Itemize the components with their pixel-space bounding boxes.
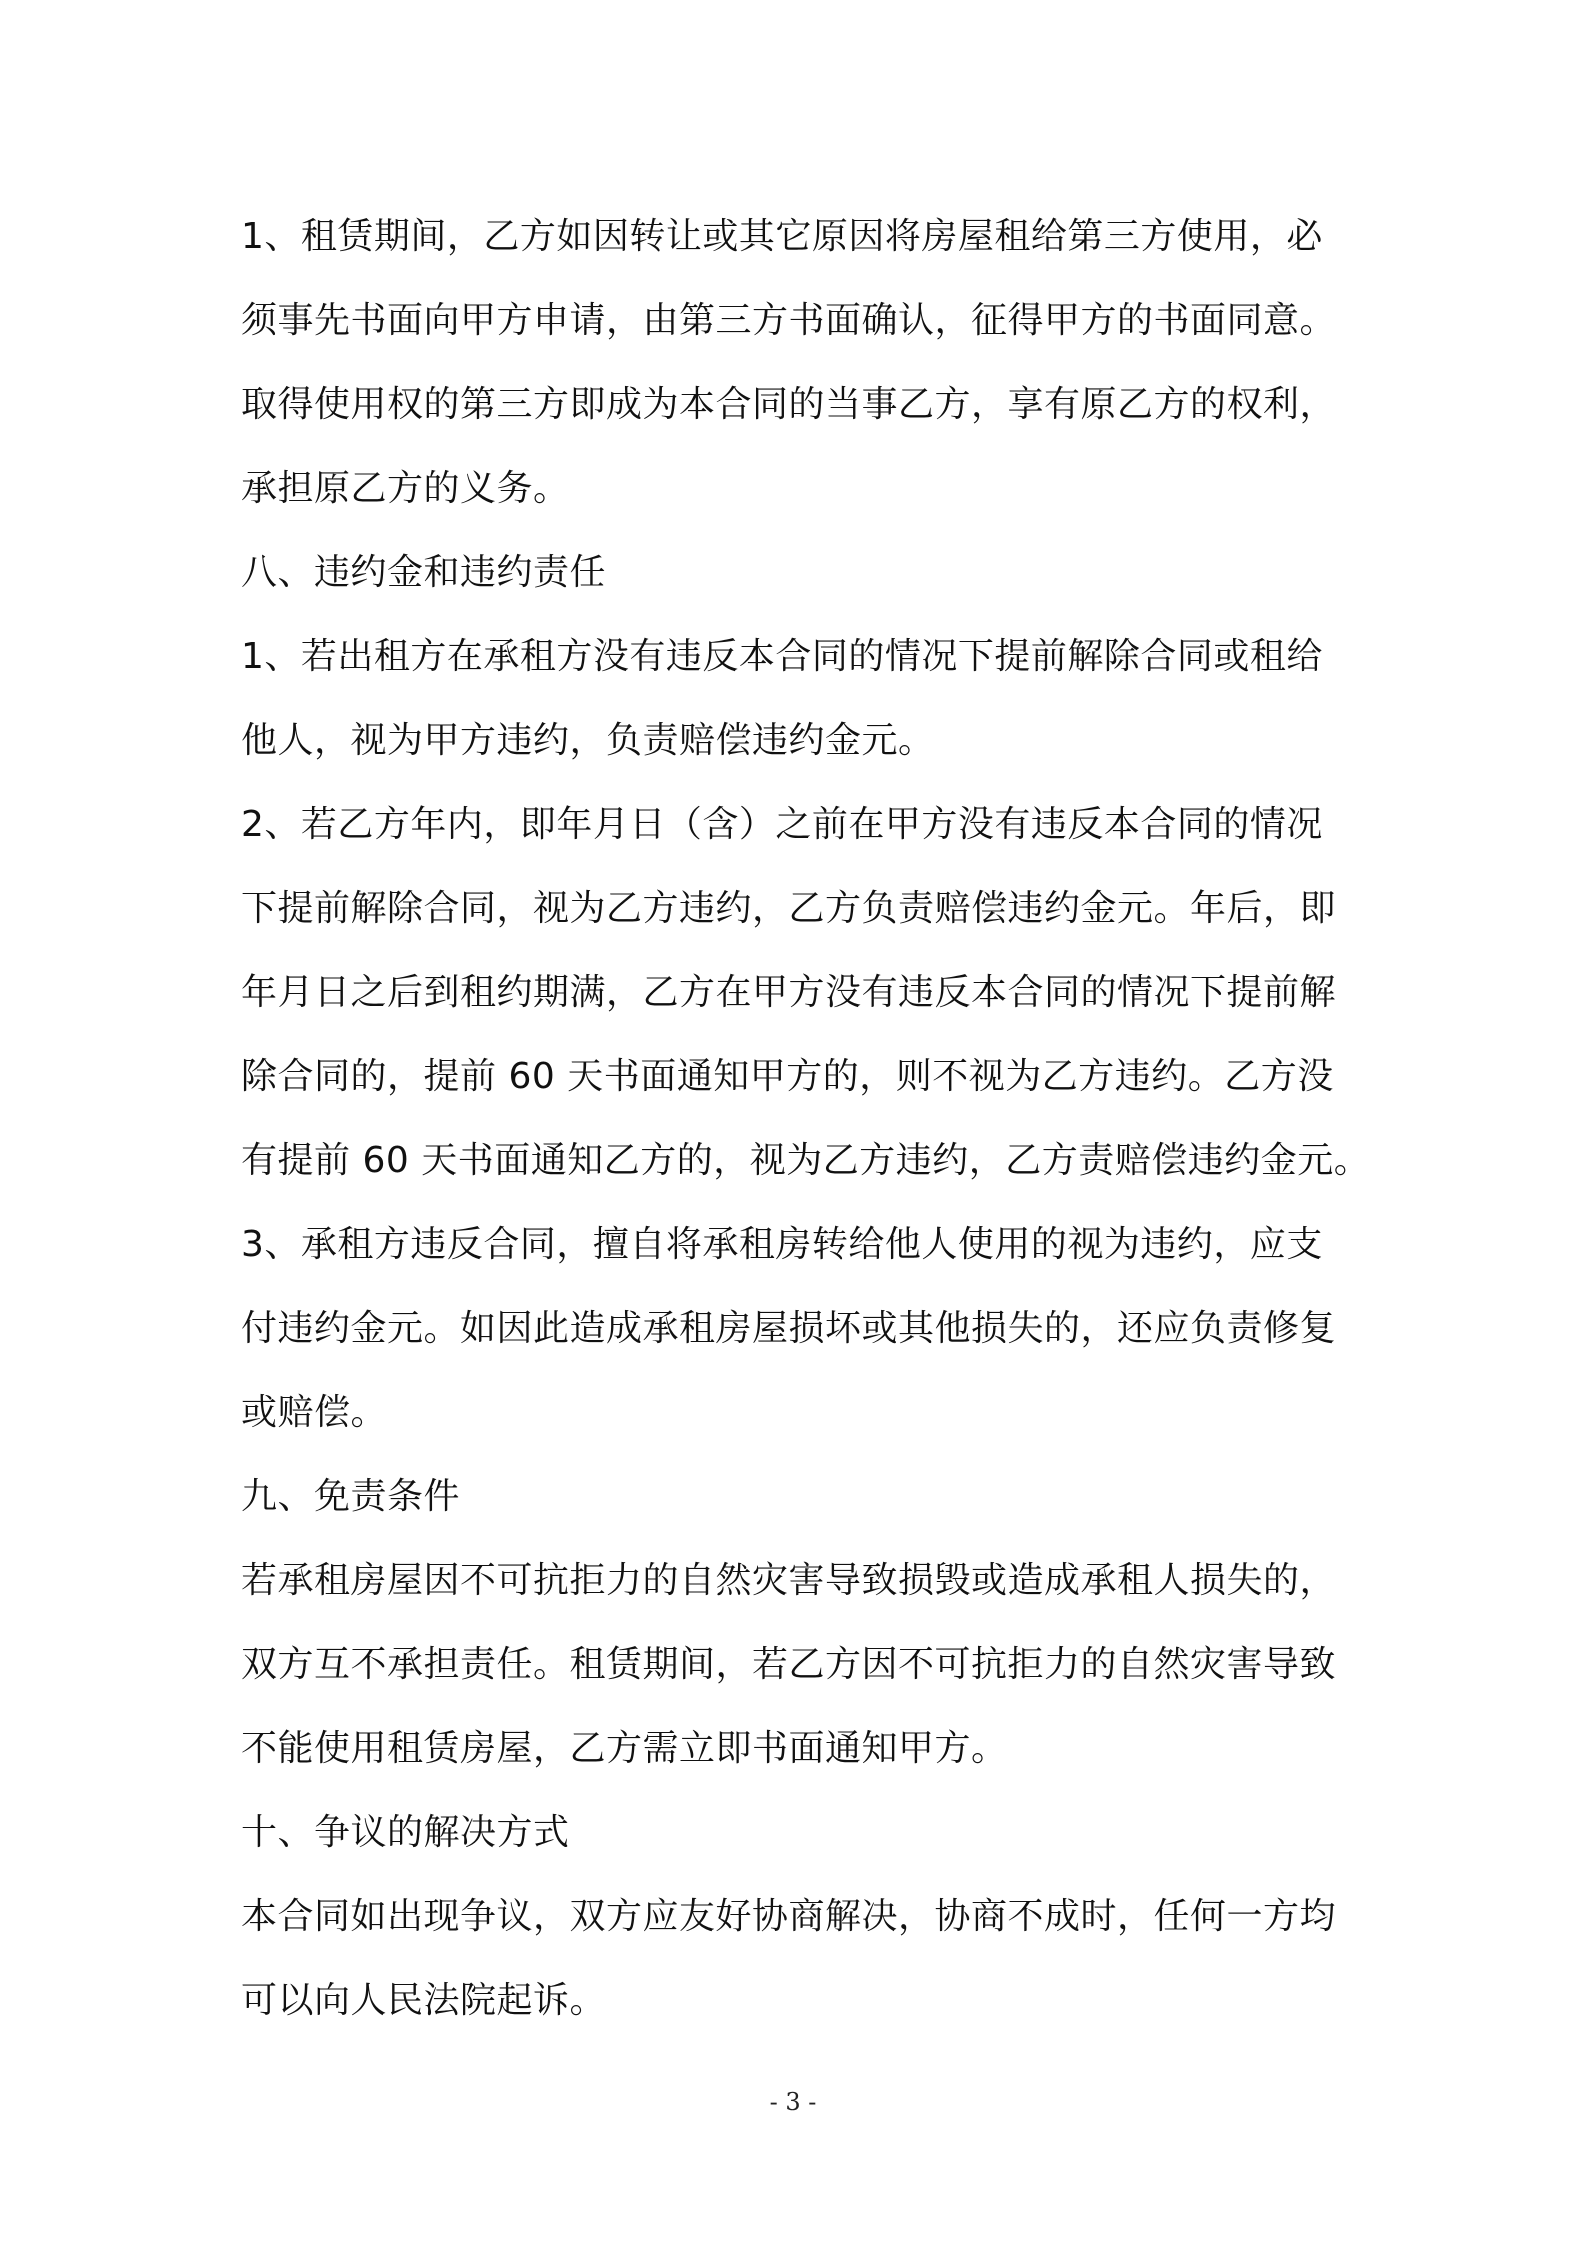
section-heading: 九、免责条件 bbox=[241, 1476, 461, 1517]
text-line: 3、承租方违反合同，擅自将承租房转给他人使用的视为违约，应支 bbox=[241, 1224, 1323, 1265]
text-line: 双方互不承担责任。租赁期间，若乙方因不可抗拒力的自然灾害导致 bbox=[241, 1644, 1337, 1685]
text-line: 须事先书面向甲方申请，由第三方书面确认，征得甲方的书面同意。 bbox=[241, 300, 1337, 341]
text-line: 取得使用权的第三方即成为本合同的当事乙方，享有原乙方的权利， bbox=[241, 384, 1337, 425]
text-line: 下提前解除合同，视为乙方违约，乙方负责赔偿违约金元。年后，即 bbox=[241, 888, 1337, 929]
text-line: 不能使用租赁房屋，乙方需立即书面通知甲方。 bbox=[241, 1728, 1008, 1769]
document-body bbox=[241, 195, 1371, 2043]
text-line: 有提前 60 天书面通知乙方的，视为乙方违约，乙方责赔偿违约金元。 bbox=[241, 1140, 1371, 1181]
text-line: 1、若出租方在承租方没有违反本合同的情况下提前解除合同或租给 bbox=[241, 636, 1323, 677]
text-line: 2、若乙方年内，即年月日（含）之前在甲方没有违反本合同的情况 bbox=[241, 804, 1323, 845]
text-line: 可以向人民法院起诉。 bbox=[241, 1980, 607, 2021]
text-line: 承担原乙方的义务。 bbox=[241, 468, 570, 509]
text-line: 或赔偿。 bbox=[241, 1392, 388, 1433]
text-line: 若承租房屋因不可抗拒力的自然灾害导致损毁或造成承租人损失的， bbox=[241, 1560, 1337, 1601]
text-line: 他人，视为甲方违约，负责赔偿违约金元。 bbox=[241, 720, 935, 761]
text-line: 1、租赁期间，乙方如因转让或其它原因将房屋租给第三方使用，必 bbox=[241, 216, 1323, 257]
text-line: 本合同如出现争议，双方应友好协商解决，协商不成时，任何一方均 bbox=[241, 1896, 1337, 1937]
text-line: 除合同的，提前 60 天书面通知甲方的，则不视为乙方违约。乙方没 bbox=[241, 1056, 1334, 1097]
page-number: - 3 - bbox=[769, 2088, 817, 2116]
section-heading: 十、争议的解决方式 bbox=[241, 1812, 570, 1853]
text-line: 付违约金元。如因此造成承租房屋损坏或其他损失的，还应负责修复 bbox=[241, 1308, 1337, 1349]
text-line: 年月日之后到租约期满，乙方在甲方没有违反本合同的情况下提前解 bbox=[241, 972, 1337, 1013]
section-heading: 八、违约金和违约责任 bbox=[241, 552, 607, 593]
